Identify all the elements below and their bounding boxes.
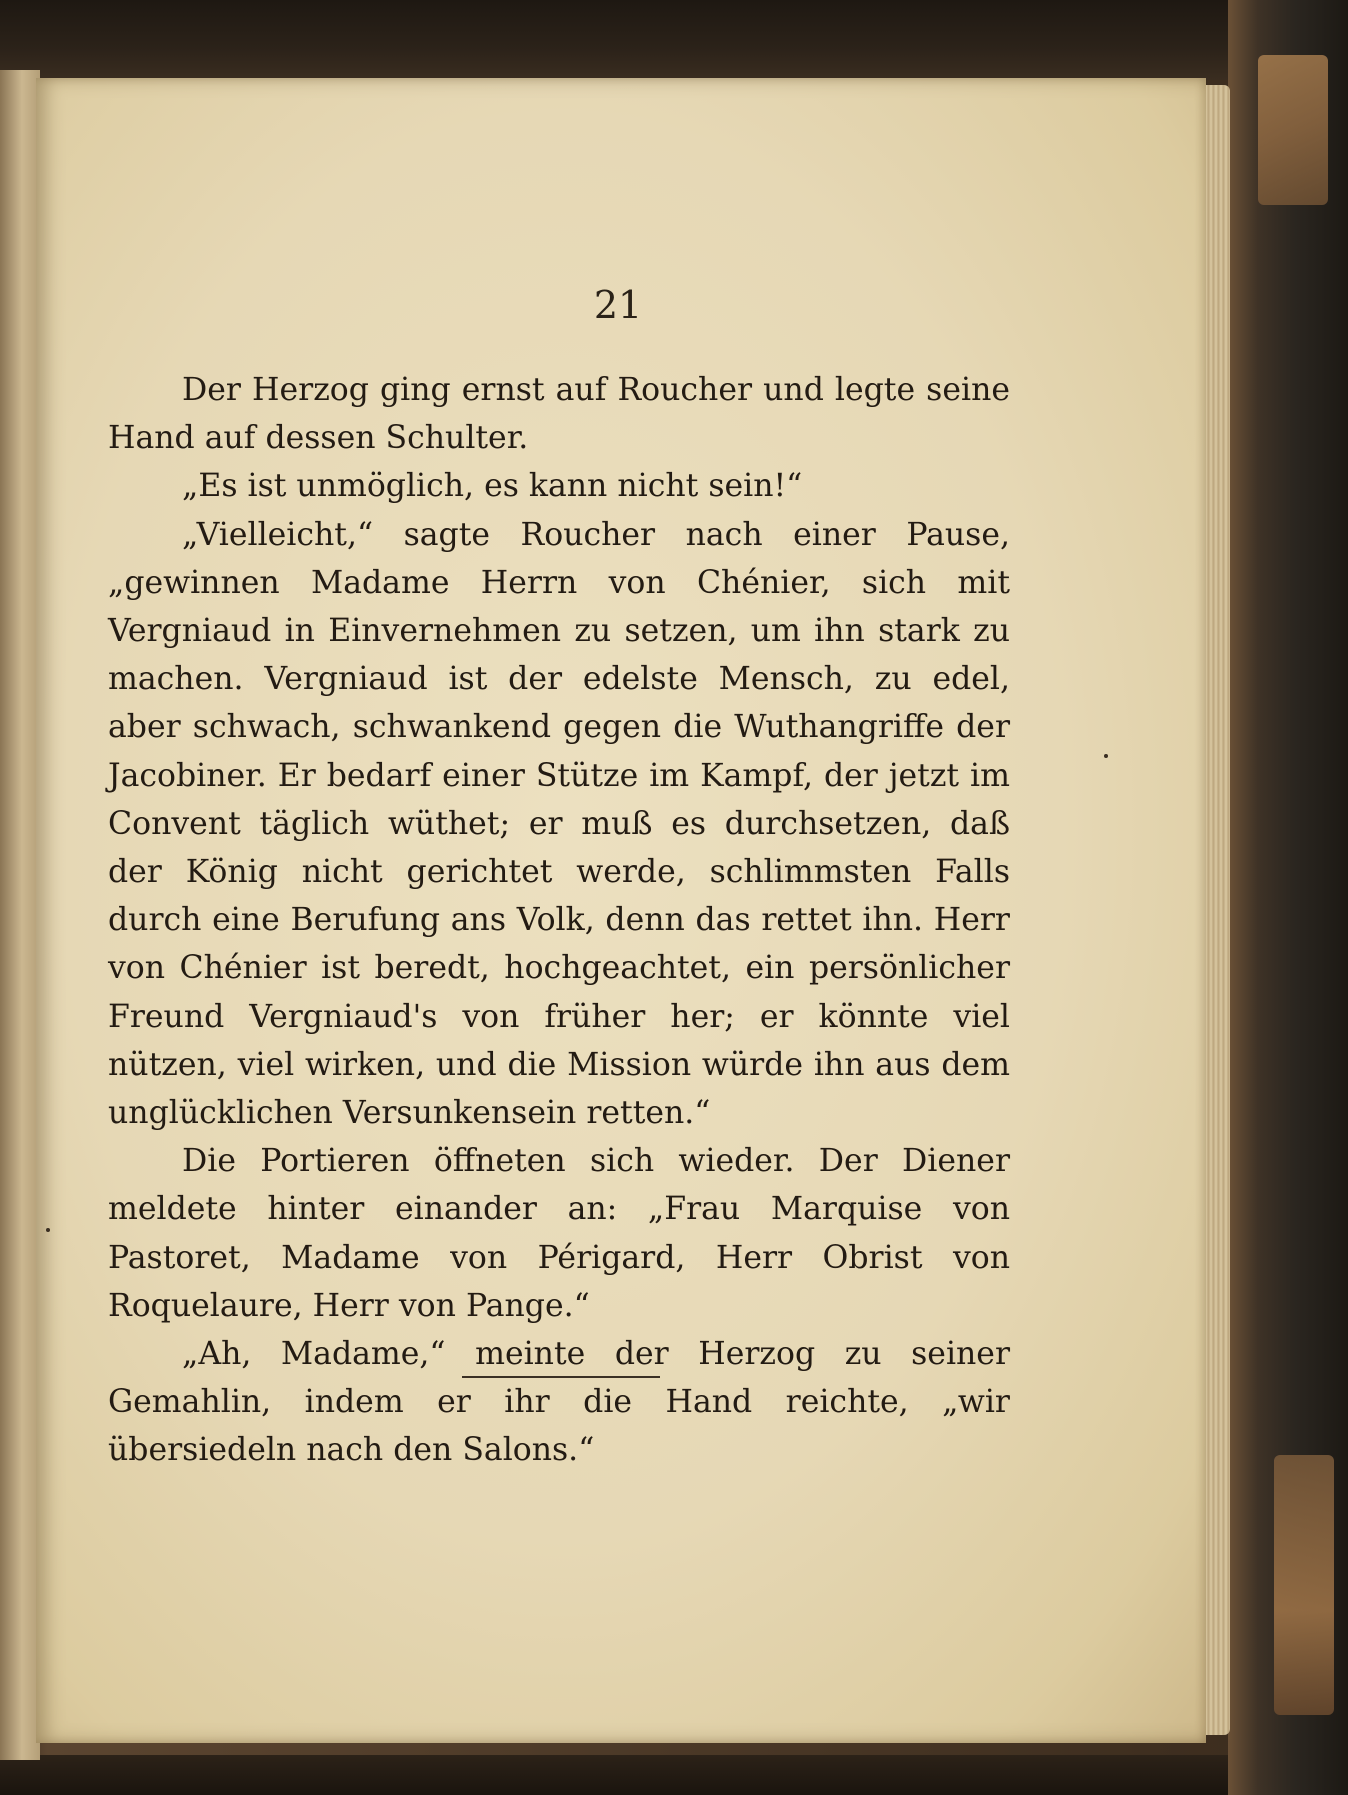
paragraph-5: „Ah, Madame,“ meinte der Herzog zu seiner Gemahlin, indem er ihr die Hand reichte, „wir übersiedeln nach den Salons.“ [108, 1336, 1010, 1469]
paper-speck [46, 1228, 50, 1232]
body-text [108, 366, 1010, 1475]
section-end-rule [462, 1376, 660, 1378]
leather-corner-bottom [1274, 1455, 1334, 1715]
leather-corner-top [1258, 55, 1328, 205]
paragraph-4: Die Portieren öffneten sich wieder. Der Diener meldete hinter einander an: „Frau Marquise von Pastoret, Madame von Périgard, Herr Obrist von Roquelaure, Herr von Pange.“ [108, 1143, 1010, 1324]
paragraph-3: „Vielleicht,“ sagte Roucher nach einer Pause, „gewinnen Madame Herrn von Chénier, sich mit Vergniaud in Einvernehmen zu setzen, um ihn stark zu machen. Vergniaud ist der edelste Mensch, zu edel, aber schwach, schwankend gegen die Wuthangriffe der Jacobiner. Er bedarf einer Stütze im Kampf, der jetzt im Convent täglich wüthet; er muß es durchsetzen, daß der König nicht gerichtet werde, schlimmsten Falls durch eine Berufung ans Volk, denn das rettet ihn. Herr von Chénier ist beredt, hochgeachtet, ein persönlicher Freund Vergniaud's von früher her; er könnte viel nützen, viel wirken, und die Mission würde ihn aus dem unglücklichen Versunkensein retten.“ [108, 516, 1010, 1132]
book-cover-bottom [0, 1755, 1348, 1795]
book-cover-top [0, 0, 1348, 80]
page-number: 21 [593, 283, 643, 327]
paragraph-2: „Es ist unmöglich, es kann nicht sein!“ [182, 468, 803, 505]
book-page [36, 78, 1206, 1743]
paper-speck [1104, 754, 1108, 758]
paragraph-1: Der Herzog ging ernst auf Roucher und legte seine Hand auf dessen Schulter. [108, 372, 1010, 457]
